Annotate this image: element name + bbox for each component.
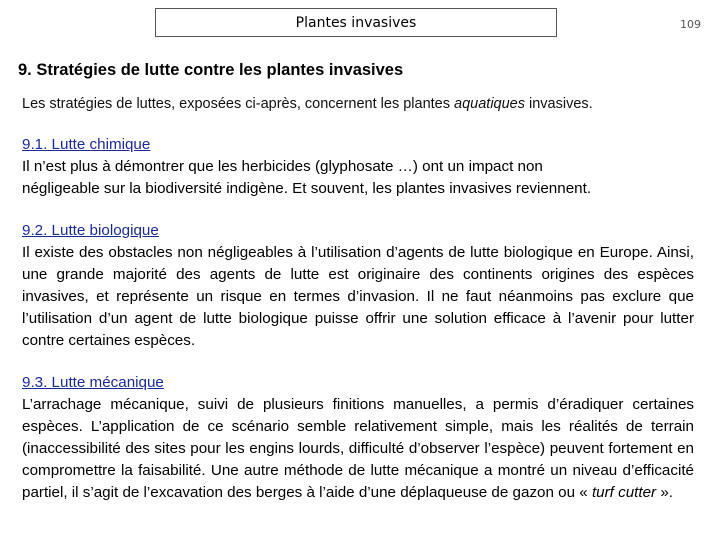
mechanical-text-after: ». (656, 484, 673, 501)
mechanical-paragraph (22, 394, 694, 504)
page-number: 109 (680, 18, 701, 31)
header-title-box (155, 8, 557, 37)
mechanical-emphasis: turf cutter (591, 484, 657, 501)
chemical-line-2: négligeable sur la biodiversité indigène. Et souvent, les plantes invasives reviennent. (22, 180, 592, 197)
section-title: 9. Stratégies de lutte contre les plantes invasives (18, 61, 404, 79)
mechanical-text-before: L’arrachage mécanique, suivi de plusieurs finitions manuelles, a permis d’éradiquer certaines espèces. L’application de ce scénario semble relativement simple, mais les réalités de terrain (inaccessibilité des sites pour les engins lourds, difficulté d’observer l’espèce) peuvent fortement en compromettre la faisabilité. Une autre méthode de lutte mécanique a montré un niveau d’efficacité partiel, il s’agit de l’excavation des berges à l’aide d’une déplaqueuse de gazon ou « (22, 396, 694, 501)
intro-text-after: invasives. (524, 96, 593, 112)
subsection-title-biological: 9.2. Lutte biologique (22, 222, 159, 239)
subsection-mechanical (22, 372, 694, 504)
subsection-title-chemical: 9.1. Lutte chimique (22, 136, 151, 153)
header-title: Plantes invasives (295, 14, 417, 31)
chemical-line-1: Il n’est plus à démontrer que les herbicides (glyphosate …) ont un impact non (22, 158, 543, 175)
intro-emphasis: aquatiques (454, 96, 525, 112)
subsection-title-mechanical: 9.3. Lutte mécanique (22, 374, 164, 391)
subsection-biological (22, 220, 694, 352)
section-intro (22, 96, 593, 112)
biological-paragraph: Il existe des obstacles non négligeables à l’utilisation d’agents de lutte biologique en Europe. Ainsi, une grande majorité des agents de lutte est originaire des continents origines des espèces invasives, et représente un risque en termes d’invasion. Il ne faut néanmoins pas exclure que l’utilisation d’un agent de lutte biologique puisse offrir une solution efficace à l’avenir pour lutter contre certaines espèces. (22, 244, 694, 349)
intro-text-before: Les stratégies de luttes, exposées ci-après, concernent les plantes (22, 96, 455, 112)
subsection-chemical (22, 134, 694, 200)
